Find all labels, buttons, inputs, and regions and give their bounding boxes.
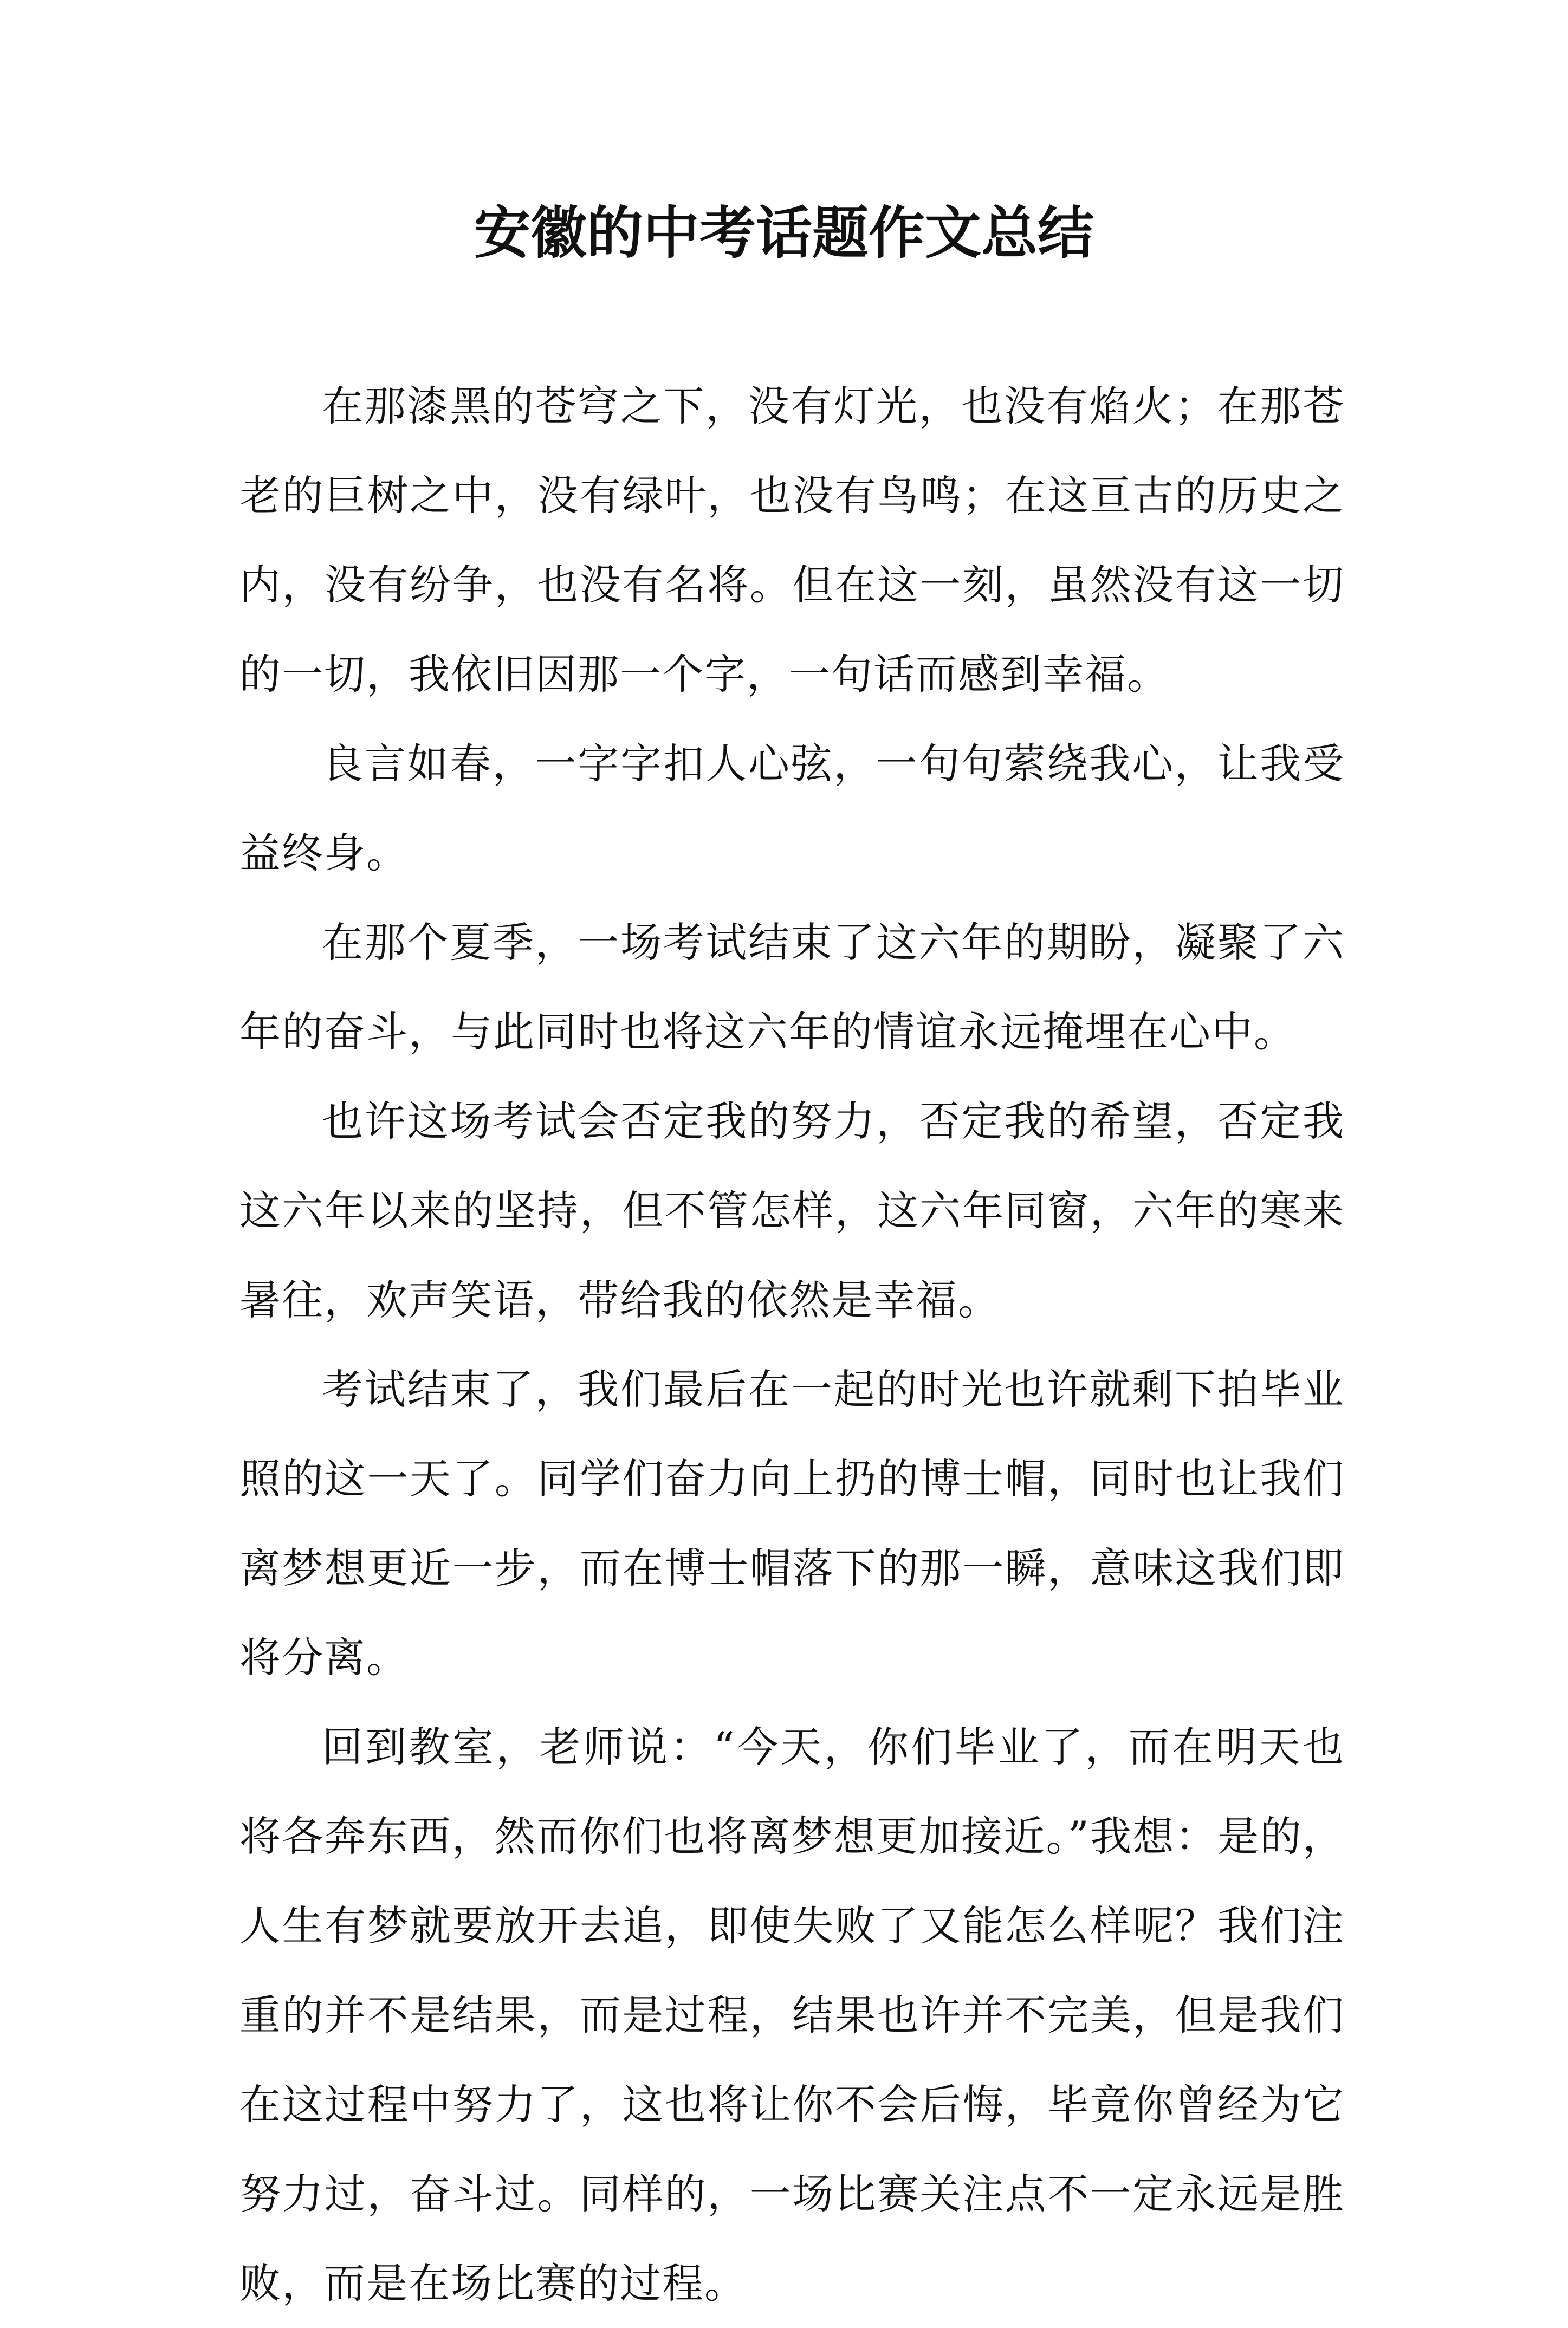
- document-title: 安徽的中考话题作文总结: [474, 199, 1094, 266]
- paragraph-6: 回到教室，老师说：“今天，你们毕业了，而在明天也将各奔东西，然而你们也将离梦想更加接近。”我想：是的，人生有梦就要放开去追，即使失败了又能怎么样呢？我们注重的并不是结果，而是过程，结果也许并不完美，但是我们在这过程中努力了，这也将让你不会后悔，毕竟你曾经为它努力过，奋斗过。同样的，一场比赛关注点不一定永远是胜败，而是在场比赛的过程。: [239, 1723, 1345, 2307]
- paragraph-3: 在那个夏季，一场考试结束了这六年的期盼，凝聚了六年的奋斗，与此同时也将这六年的情谊永远掩埋在心中。: [239, 918, 1345, 1056]
- document-body: [239, 361, 1345, 2328]
- paragraph-1: 在那漆黑的苍穹之下，没有灯光，也没有焰火；在那苍老的巨树之中，没有绿叶，也没有鸟鸣；在这亘古的历史之内，没有纷争，也没有名将。但在这一刻，虽然没有这一切的一切，我依旧因那一个字，一句话而感到幸福。: [239, 382, 1345, 698]
- paragraph-5: 考试结束了，我们最后在一起的时光也许就剩下拍毕业照的这一天了。同学们奋力向上扔的博士帽，同时也让我们离梦想更近一步，而在博士帽落下的那一瞬，意味这我们即将分离。: [239, 1365, 1345, 1682]
- paragraph-2: 良言如春，一字字扣人心弦，一句句萦绕我心，让我受益终身。: [239, 740, 1345, 877]
- paragraph-4: 也许这场考试会否定我的努力，否定我的希望，否定我这六年以来的坚持，但不管怎样，这六年同窗，六年的寒来暑往，欢声笑语，带给我的依然是幸福。: [239, 1097, 1345, 1324]
